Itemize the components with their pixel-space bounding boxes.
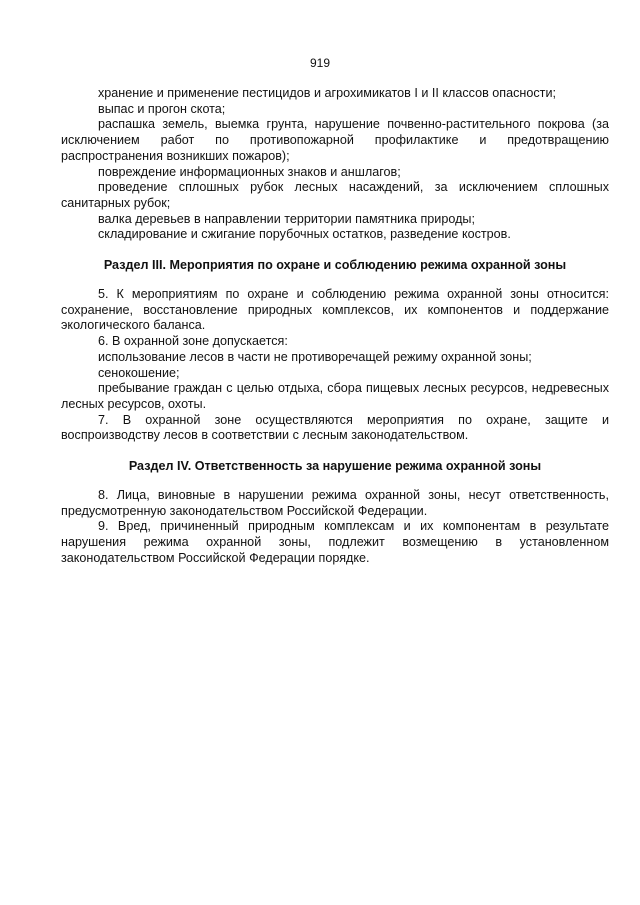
document-body [61, 86, 609, 567]
list-item: валка деревьев в направлении территории памятника природы; [98, 211, 475, 226]
list-item: выпас и прогон скота; [98, 101, 226, 116]
paragraph: 9. Вред, причиненный природным комплексам и их компонентам в результате нарушения режима охранной зоны, подлежит возмещению в установленном законодательством Российской Федерации порядке. [61, 519, 609, 565]
page-number: 919 [309, 56, 331, 70]
paragraph: 5. К мероприятиям по охране и соблюдению режима охранной зоны относится: сохранение, восстановление природных комплексов, их компонентов и поддержание экологического баланса. [61, 287, 609, 333]
paragraph: сенокошение; [98, 365, 180, 380]
list-item: проведение сплошных рубок лесных насаждений, за исключением сплошных санитарных рубок; [61, 180, 609, 210]
list-item: складирование и сжигание порубочных остатков, разведение костров. [98, 227, 511, 242]
paragraph: 7. В охранной зоне осуществляются мероприятия по охране, защите и воспроизводству лесов в соответствии с лесным законодательством. [61, 412, 609, 443]
section-4-heading: Раздел IV. Ответственность за нарушение режима охранной зоны [128, 459, 542, 474]
list-item: хранение и применение пестицидов и агрохимикатов I и II классов опасности; [98, 86, 556, 100]
list-item: повреждение информационных знаков и аншлагов; [98, 164, 401, 179]
paragraph: использование лесов в части не противоречащей режиму охранной зоны; [98, 349, 532, 364]
paragraph: 6. В охранной зоне допускается: [98, 334, 288, 349]
section-3-heading: Раздел III. Мероприятия по охране и соблюдению режима охранной зоны [103, 258, 567, 273]
paragraph: 8. Лица, виновные в нарушении режима охранной зоны, несут ответственность, предусмотренную законодательством Российской Федерации. [61, 488, 609, 518]
paragraph: пребывание граждан с целью отдыха, сбора пищевых лесных ресурсов, недревесных лесных ресурсов, охоты. [61, 381, 609, 411]
list-item: распашка земель, выемка грунта, нарушение почвенно-растительного покрова (за исключением работ по противопожарной профилактике и предотвращению распространения возникших пожаров); [61, 117, 609, 163]
